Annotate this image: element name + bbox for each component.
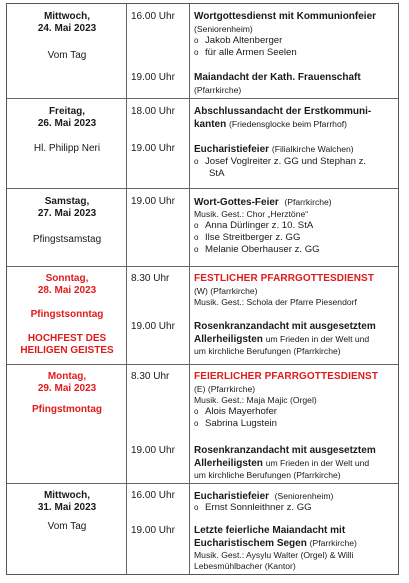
- liturgical-day: Hl. Philipp Neri: [33, 143, 101, 154]
- liturgical-day: Vom Tag: [47, 50, 87, 61]
- event-title: FESTLICHER PFARRGOTTESDIENST: [194, 273, 375, 284]
- weekday: Sonntag,: [45, 273, 89, 284]
- event-location: (Seniorenheim): [194, 24, 253, 34]
- liturgical-day: Pfingstsonntag: [30, 309, 104, 320]
- day-cell: [7, 4, 127, 98]
- event-time: 8.30 Uhr: [131, 371, 170, 382]
- event-title: FEIERLICHER PFARRGOTTESDIENST: [194, 371, 379, 382]
- description-cell: [190, 99, 398, 188]
- event-title-cont: Allerheiligsten um Frieden in der Welt und: [194, 458, 370, 469]
- event-title-cont: Allerheiligsten um Frieden in der Welt und: [194, 334, 370, 345]
- list-item: o Sabrina Lugstein: [194, 418, 278, 429]
- event-title: Eucharistiefeier (Filialkirche Walchen): [194, 144, 354, 155]
- date: 31. Mai 2023: [37, 502, 97, 513]
- description-cell: [190, 4, 398, 98]
- music-note: Musik. Gest.: Maja Majic (Orgel): [194, 395, 317, 405]
- date: 29. Mai 2023: [37, 383, 97, 394]
- event-time: 16.00 Uhr: [131, 490, 175, 501]
- table-row: [7, 99, 398, 189]
- list-item: o Josef Voglreiter z. GG und Stephan z.: [194, 156, 367, 167]
- event-intention: um kirchliche Berufungen (Pfarrkirche): [194, 346, 341, 356]
- music-note: Musik. Gest.: Chor „Herztöne“: [194, 209, 309, 219]
- bullet-icon: o: [194, 407, 199, 416]
- time-cell: [127, 365, 190, 483]
- date: 26. Mai 2023: [37, 118, 97, 129]
- event-time: 19.00 Uhr: [131, 525, 175, 536]
- liturgical-day: Vom Tag: [47, 521, 87, 532]
- event-title: Rosenkranzandacht mit ausgesetztem: [194, 321, 376, 332]
- time-cell: [127, 4, 190, 98]
- liturgical-day: Pfingstmontag: [32, 404, 102, 415]
- feast-title: HEILIGEN GEISTES: [20, 345, 114, 356]
- table-row: [7, 4, 398, 99]
- description-cell: [190, 267, 398, 364]
- list-item: o Ernst Sonnleithner z. GG: [194, 502, 312, 513]
- day-cell: [7, 189, 127, 266]
- time-cell: [127, 267, 190, 364]
- day-cell: [7, 99, 127, 188]
- date: 24. Mai 2023: [37, 23, 97, 34]
- event-time: 19.00 Uhr: [131, 196, 175, 207]
- music-note: Musik. Gest.: Schola der Pfarre Piesendorf: [194, 297, 357, 307]
- day-cell: [7, 365, 127, 483]
- music-note: Musik. Gest.: Aysylu Walter (Orgel) & Willi: [194, 550, 354, 560]
- time-cell: [127, 99, 190, 188]
- table-row: [7, 484, 398, 574]
- event-title: Eucharistiefeier (Seniorenheim): [194, 491, 334, 502]
- bullet-icon: o: [194, 157, 199, 166]
- event-title: Wort-Gottes-Feier (Pfarrkirche): [194, 197, 332, 208]
- event-time: 16.00 Uhr: [131, 11, 175, 22]
- list-item: o Anna Dürlinger z. 10. StA: [194, 220, 314, 231]
- music-note-cont: Lebesmühlbacher (Kantor): [194, 561, 296, 571]
- day-cell: [7, 484, 127, 574]
- event-title: Abschlussandacht der Erstkommuni-: [194, 106, 372, 117]
- bullet-icon: o: [194, 48, 199, 57]
- event-time: 19.00 Uhr: [131, 321, 175, 332]
- weekday: Montag,: [47, 371, 87, 382]
- event-title: Rosenkranzandacht mit ausgesetztem: [194, 445, 376, 456]
- event-time: 18.00 Uhr: [131, 106, 175, 117]
- feast-title: HOCHFEST DES: [27, 333, 107, 344]
- list-item: o Melanie Oberhauser z. GG: [194, 244, 320, 255]
- time-cell: [127, 189, 190, 266]
- event-title: Wortgottesdienst mit Kommunionfeier: [194, 11, 377, 22]
- bullet-icon: o: [194, 419, 199, 428]
- event-location: (Pfarrkirche): [194, 85, 242, 95]
- event-time: 19.00 Uhr: [131, 445, 175, 456]
- weekday: Samstag,: [44, 196, 90, 207]
- table-row: [7, 267, 398, 365]
- weekday: Mittwoch,: [43, 11, 91, 22]
- list-item: o Ilse Streitberger z. GG: [194, 232, 301, 243]
- event-title-cont: kanten (Friedensglocke beim Pfarrhof): [194, 119, 347, 130]
- time-cell: [127, 484, 190, 574]
- liturgical-day: Pfingstsamstag: [32, 234, 102, 245]
- event-location: (E) (Pfarrkirche): [194, 384, 256, 394]
- description-cell: [190, 484, 398, 574]
- weekday: Freitag,: [48, 106, 86, 117]
- event-title-cont: Eucharistischem Segen (Pfarrkirche): [194, 538, 357, 549]
- day-cell: [7, 267, 127, 364]
- date: 27. Mai 2023: [37, 208, 97, 219]
- bullet-icon: o: [194, 221, 199, 230]
- list-item: o für alle Armen Seelen: [194, 47, 297, 58]
- description-cell: [190, 365, 398, 483]
- bullet-icon: o: [194, 36, 199, 45]
- description-cell: [190, 189, 398, 266]
- event-intention: um kirchliche Berufungen (Pfarrkirche): [194, 470, 341, 480]
- weekday: Mittwoch,: [43, 490, 91, 501]
- event-title: Maiandacht der Kath. Frauenschaft: [194, 72, 361, 83]
- bullet-icon: o: [194, 245, 199, 254]
- table-row: [7, 365, 398, 484]
- list-item: o Alois Mayerhofer: [194, 406, 277, 417]
- event-time: 19.00 Uhr: [131, 72, 175, 83]
- schedule-table: [6, 3, 399, 575]
- list-item: o Jakob Altenberger: [194, 35, 283, 46]
- bullet-icon: o: [194, 233, 199, 242]
- event-location: (W) (Pfarrkirche): [194, 286, 258, 296]
- list-item-cont: StA: [209, 168, 225, 179]
- event-time: 19.00 Uhr: [131, 143, 175, 154]
- event-title: Letzte feierliche Maiandacht mit: [194, 525, 346, 536]
- bullet-icon: o: [194, 503, 199, 512]
- event-time: 8.30 Uhr: [131, 273, 170, 284]
- table-row: [7, 189, 398, 267]
- date: 28. Mai 2023: [37, 285, 97, 296]
